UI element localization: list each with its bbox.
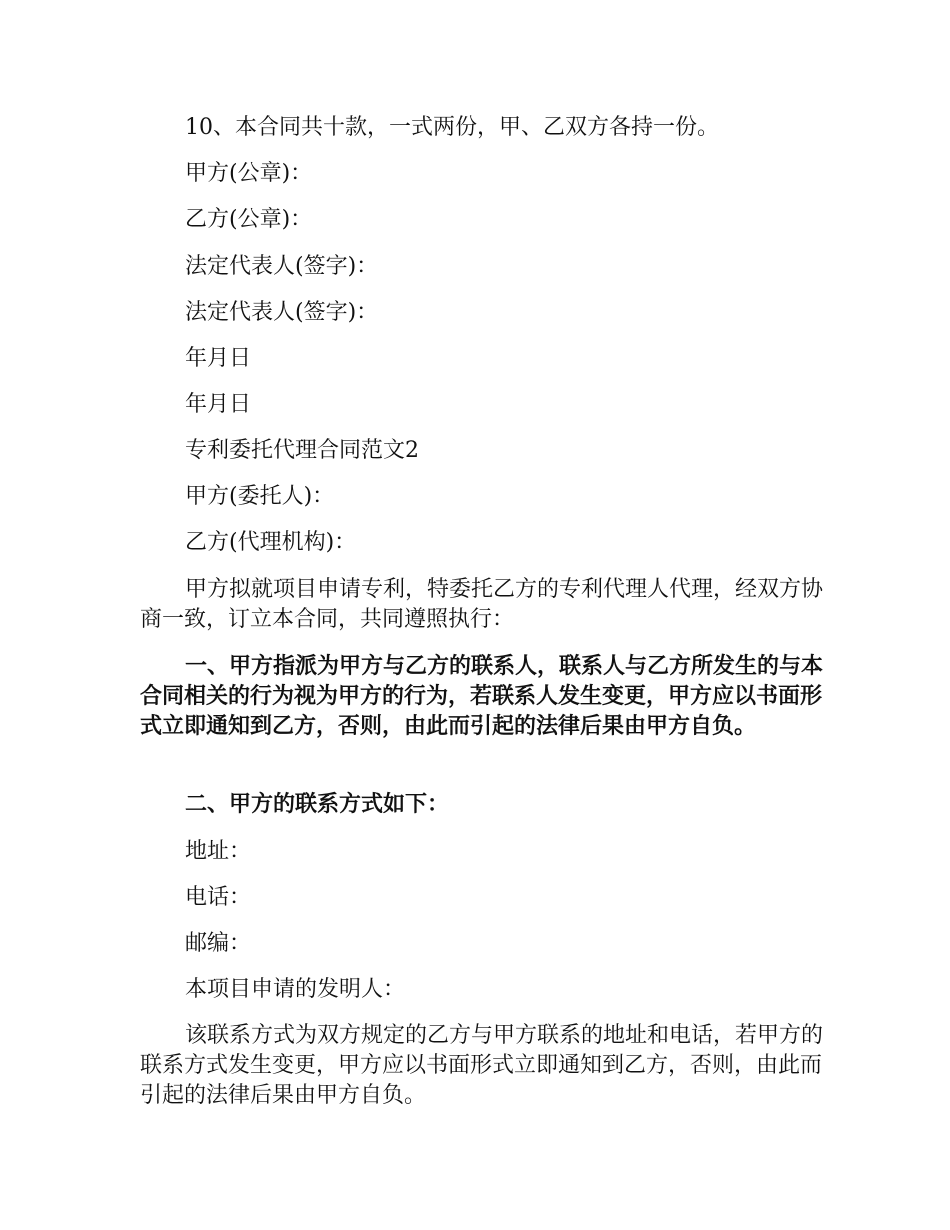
- intro-paragraph: 甲方拟就项目申请专利，特委托乙方的专利代理人代理，经双方协商一致，订立本合同，共同遵照执行：: [140, 577, 824, 632]
- contact-address-label: 地址：: [185, 839, 252, 864]
- party-a-seal-label: 甲方(公章)：: [185, 161, 313, 186]
- contact-phone-label: 电话：: [185, 885, 252, 910]
- party-b-agency-label: 乙方(代理机构)：: [185, 530, 357, 555]
- contact-change-paragraph: 该联系方式为双方规定的乙方与甲方联系的地址和电话，若甲方的联系方式发生变更，甲方应以书面形式立即通知到乙方，否则，由此而引起的法律后果由甲方自负。: [140, 1023, 824, 1108]
- date-line-a: 年月日: [185, 346, 252, 371]
- legal-rep-signature-b: 法定代表人(签字)：: [185, 300, 379, 325]
- section-title: 专利委托代理合同范文2: [185, 438, 419, 463]
- inventor-label: 本项目申请的发明人：: [185, 977, 406, 1002]
- party-a-client-label: 甲方(委托人)：: [185, 484, 335, 509]
- clause-1-paragraph: 一、甲方指派为甲方与乙方的联系人，联系人与乙方所发生的与本合同相关的行为视为甲方的行为，若联系人发生变更，甲方应以书面形式立即通知到乙方，否则，由此而引起的法律后果由甲方自负。: [140, 654, 824, 739]
- clause-10-text: 10、本合同共十款，一式两份，甲、乙双方各持一份。: [185, 115, 719, 140]
- legal-rep-signature-a: 法定代表人(签字)：: [185, 254, 379, 279]
- date-line-b: 年月日: [185, 392, 252, 417]
- contact-postcode-label: 邮编：: [185, 931, 252, 956]
- party-b-seal-label: 乙方(公章)：: [185, 207, 313, 232]
- clause-2-heading: 二、甲方的联系方式如下：: [185, 792, 450, 817]
